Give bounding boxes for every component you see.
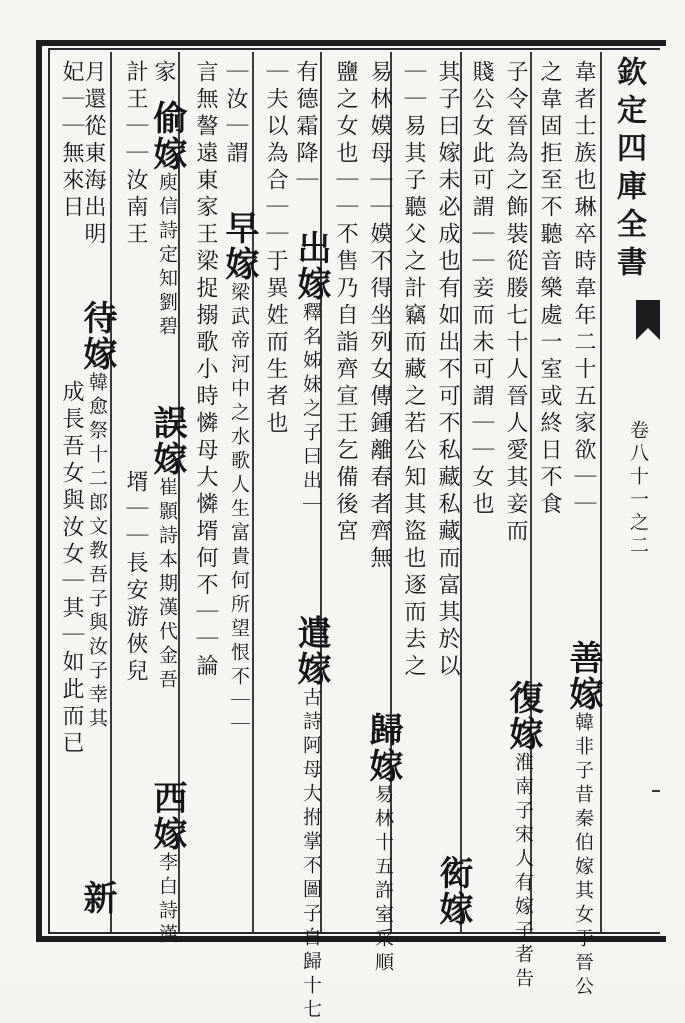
- column-text: 成長吾女與汝女｜其｜如此而已: [59, 380, 84, 758]
- column-text: 韓愈祭十二郎文教吾子與汝子幸其: [86, 372, 108, 732]
- text-column-heading: [363, 712, 403, 976]
- column-text: 其子曰嫁未必成也有如出不可不私藏私藏而富其於以: [435, 60, 460, 681]
- column-text: ｜夫以為合｜｜于異姓而生者也: [263, 60, 288, 438]
- column-text: 庾信詩定知劉碧: [156, 172, 178, 340]
- text-column: [328, 60, 362, 720]
- text-column: [118, 60, 152, 360]
- column-text: 家: [151, 60, 176, 87]
- text-column: [188, 60, 222, 920]
- column-text: 淮南子宋人有嫁子者告: [512, 752, 534, 992]
- column-text: 之韋固拒至不聽音樂處一室或終日不食: [537, 60, 562, 519]
- entry-heading: 衒嫁: [433, 855, 473, 927]
- text-column: [464, 60, 498, 620]
- column-text: ｜｜易其子聽父之計竊而藏之若公知其盜也逐而去之: [401, 60, 426, 681]
- column-text: 李白詩漢: [156, 852, 178, 948]
- volume-label: 卷八十一之二: [627, 420, 649, 558]
- column-text: 易林十五許室采順: [372, 784, 394, 976]
- column-text: 子令晉為之飾裝從媵七十人晉人愛其妾而: [503, 60, 528, 546]
- entry-heading: 善嫁: [563, 640, 603, 712]
- column-text: 梁武帝河中之水歌人生富貴何所望恨不｜｜: [228, 282, 250, 738]
- text-column: [362, 60, 396, 720]
- column-text: 月還從東海出明: [81, 60, 106, 249]
- fish-tail-mark-icon: [636, 300, 660, 340]
- entry-heading: 早嫁: [219, 210, 259, 282]
- text-column-heading: [503, 680, 543, 992]
- text-column-heading: [147, 780, 187, 948]
- text-column: [54, 380, 88, 880]
- column-text: 言無謷遠東家王梁捉搦歌小時憐母大憐壻何不｜｜論: [193, 60, 218, 681]
- column-text: 妃｜｜無來日: [59, 60, 84, 222]
- entry-heading: 誤嫁: [147, 405, 187, 477]
- text-column-heading: [291, 615, 331, 1023]
- entry-heading: 新: [77, 880, 117, 916]
- text-column-heading: [147, 405, 187, 765]
- entry-heading: 歸嫁: [363, 712, 403, 784]
- column-text: 鹽之女也｜｜不售乃自詣齊宣王乞備後宮: [333, 60, 358, 546]
- text-column-heading: [291, 230, 331, 610]
- column-rule: [600, 52, 602, 932]
- text-column-heading: [433, 855, 473, 935]
- column-text: 釋名姊妹之子曰出｜: [300, 302, 322, 518]
- margin-tick: [652, 790, 660, 792]
- text-column-heading: [147, 100, 187, 400]
- text-column-heading: [77, 880, 117, 930]
- book-title: 欽定四庫全書: [611, 56, 646, 284]
- entry-heading: 出嫁: [291, 230, 331, 302]
- text-column: [54, 60, 88, 360]
- text-column: [118, 470, 152, 770]
- entry-heading: 遣嫁: [291, 615, 331, 687]
- column-text: 易林嫫母｜｜嫫不得坐列女傳鍾離春者齊無: [367, 60, 392, 573]
- column-text: 有德霜降｜: [293, 60, 318, 195]
- text-column: [430, 60, 464, 860]
- column-text: 韋者士族也琳卒時韋年二十五家欲｜｜: [571, 60, 596, 519]
- entry-heading: 復嫁: [503, 680, 543, 752]
- column-text: 賤公女此可謂｜｜妾而未可謂｜｜女也: [469, 60, 494, 519]
- column-text: ｜汝｜謂: [223, 60, 248, 168]
- text-column-heading: [563, 640, 603, 1000]
- entry-heading: 偷嫁: [147, 100, 187, 172]
- text-column-heading: [219, 210, 259, 930]
- entry-heading: 西嫁: [147, 780, 187, 852]
- column-text: 古詩阿母大拊掌不圖子自歸十七: [300, 687, 322, 1023]
- column-text: 計王｜｜汝南王: [123, 60, 148, 249]
- column-text: 韓非子昔秦伯嫁其女于晉公: [572, 712, 594, 1000]
- column-text: 壻｜｜長安游俠兒: [123, 470, 148, 686]
- column-text: 崔顥詩本期漢代金吾: [156, 477, 178, 693]
- entry-heading: 待嫁: [77, 300, 117, 372]
- text-column: [258, 60, 292, 580]
